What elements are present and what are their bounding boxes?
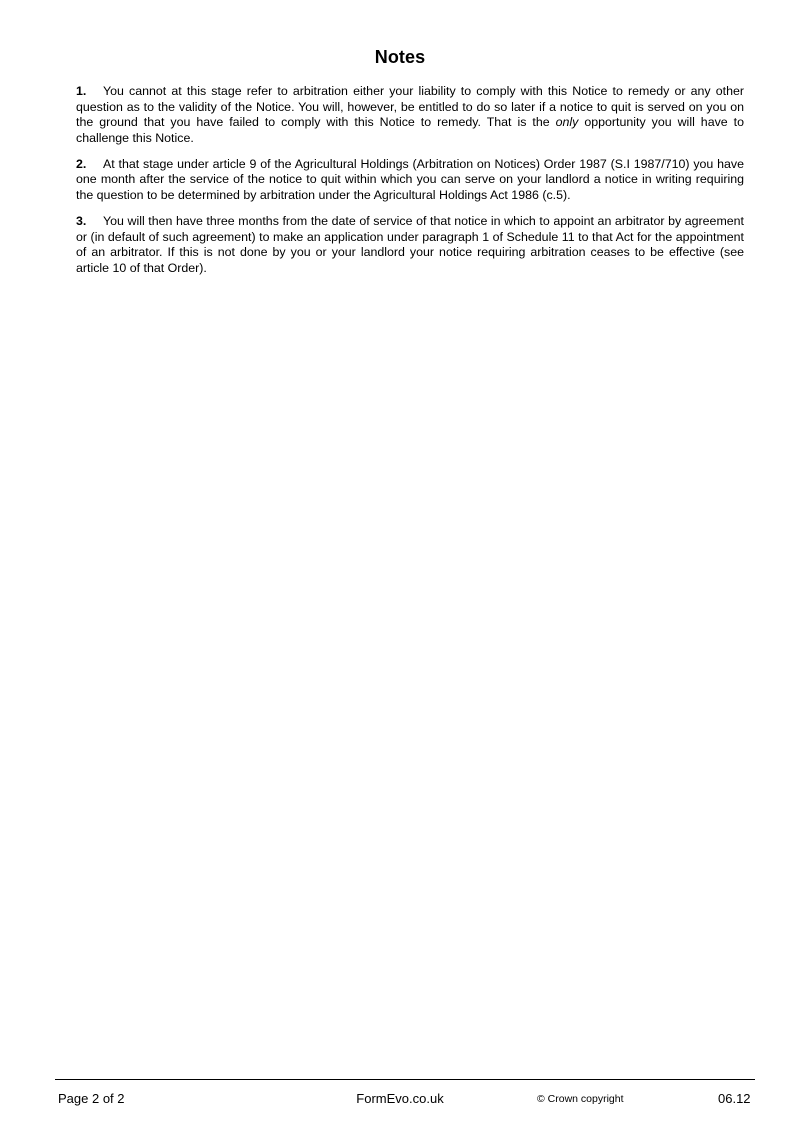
- note-2: [76, 157, 744, 204]
- note-number: 3.: [76, 214, 87, 229]
- footer-copyright: © Crown copyright: [537, 1093, 624, 1105]
- page-title: Notes: [374, 47, 426, 67]
- note-1: [76, 84, 744, 146]
- note-text-continued: opportunity you will have to challenge this Notice.: [76, 115, 744, 145]
- footer-page-number: Page 2 of 2: [58, 1091, 125, 1106]
- note-number: 2.: [76, 156, 87, 171]
- note-number: 1.: [76, 84, 87, 98]
- note-text: At that stage under article 9 of the Agricultural Holdings (Arbitration on Notices) Order 1987 (S.I 1987/710) you have one month after the service of the notice to quit within which you can serve on your landlord a notice in writing requiring the question to be determined by arbitration under the Agricultural Holdings Act 1986 (c.5).: [76, 156, 744, 203]
- note-text: You cannot at this stage refer to arbitration either your liability to comply with this Notice to remedy or any other question as to the validity of the Notice. You will, however, be entitled to do so later if a notice to quit is served on you on the ground that you have failed to comply with this Notice to remedy. That is the: [76, 84, 744, 130]
- note-text: You will then have three months from the date of service of that notice in which to appoint an arbitrator by agreement or (in default of such agreement) to make an application under paragraph 1 of Schedule 11 to that Act for the appointment of an arbitrator. If this is not done by you or your landlord your notice requiring arbitration ceases to be effective (see article 10 of that Order).: [76, 214, 744, 275]
- footer-site-name: FormEvo.co.uk: [356, 1091, 444, 1106]
- notes-list: [76, 84, 744, 287]
- note-3: [76, 214, 744, 276]
- note-emphasis: only: [555, 115, 579, 130]
- footer-divider: [55, 1079, 755, 1080]
- footer-version: 06.12: [718, 1091, 751, 1106]
